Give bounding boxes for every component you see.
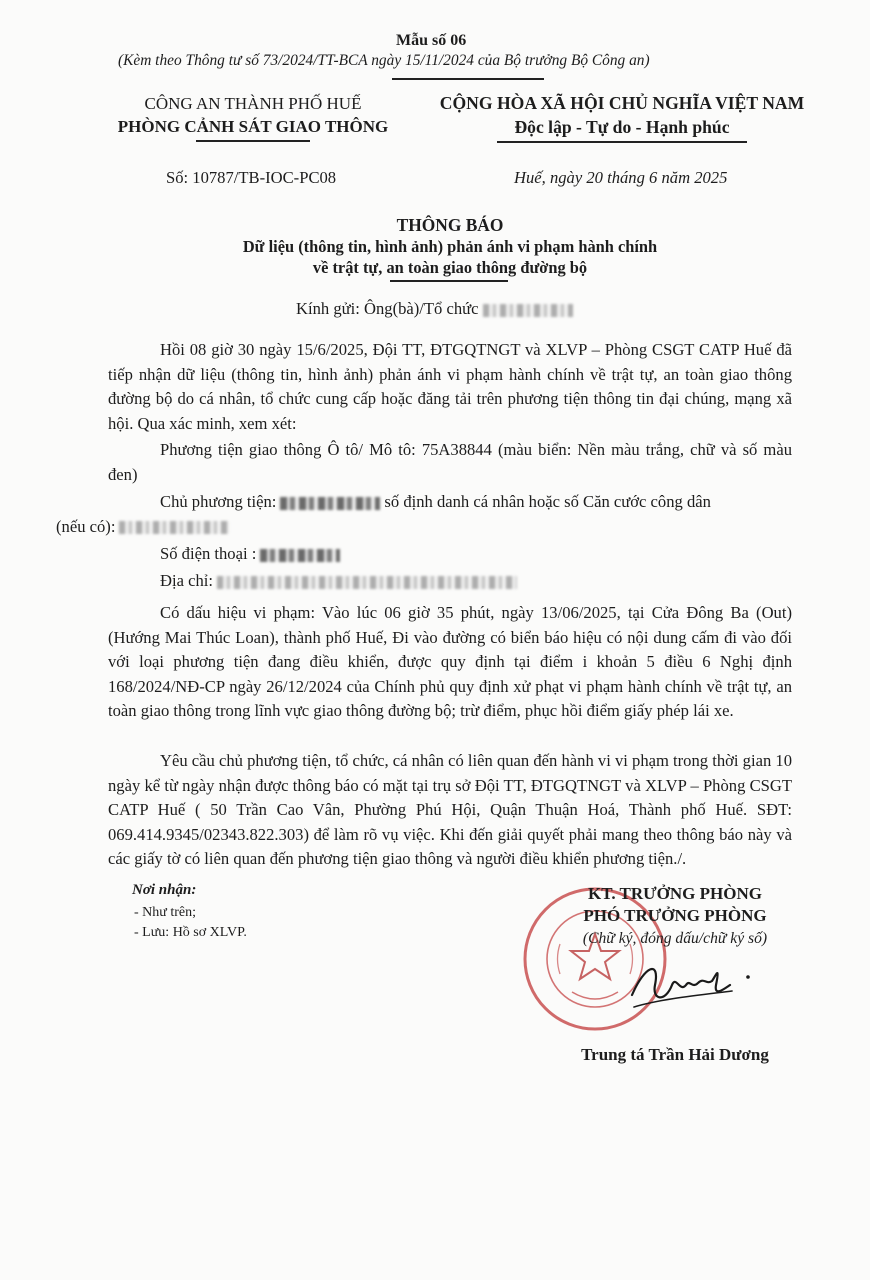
redacted-phone: [260, 549, 340, 562]
signature-note: (Chữ ký, đóng dấu/chữ ký số): [582, 930, 768, 947]
title-underline: [390, 280, 508, 282]
notice-subtitle-line2: về trật tự, an toàn giao thông đường bộ: [312, 258, 588, 277]
address-line: [160, 571, 521, 591]
form-number: Mẫu số 06: [396, 32, 467, 49]
recipient-label: Kính gửi: Ông(bà)/Tổ chức: [296, 299, 479, 318]
violation-paragraph: Có dấu hiệu vi phạm: Vào lúc 06 giờ 35 phút, ngày 13/06/2025, tại Cửa Đông Ba (Out) (Hướng Mai Thúc Loan), thành phố Huế, Đi vào đường có biển báo hiệu có nội dung cấm đi vào đối với loại phương tiện đang điều khiển, được quy định tại điểm i khoản 5 điều 6 Nghị định 168/2024/NĐ-CP ngày 26/12/2024 của Chính phủ quy định xử phạt vi phạm hành chính về trật tự, an toàn giao thông trong lĩnh vực giao thông đường bộ; trừ điểm, phục hồi điểm giấy phép lái xe.: [108, 603, 792, 720]
document-number: Số: 10787/TB-IOC-PC08: [166, 168, 337, 187]
intro-paragraph: Hồi 08 giờ 30 ngày 15/6/2025, Đội TT, ĐTGQTNGT và XLVP – Phòng CSGT CATP Huế đã tiếp nhận dữ liệu (thông tin, hình ảnh) phản ánh vi phạm hành chính về trật tự, an toàn giao thông đường bộ do cá nhân, tổ chức cung cấp hoặc đăng tải trên phương tiện thông tin đại chúng, mạng xã hội. Qua xác minh, xem xét:: [108, 340, 792, 433]
redacted-address: [217, 576, 517, 589]
signer-name: Trung tá Trần Hải Dương: [581, 1045, 769, 1064]
address-label: Địa chỉ:: [160, 571, 213, 590]
signer-role-2: PHÓ TRƯỞNG PHÒNG: [583, 906, 767, 925]
notice-subtitle-line1: Dữ liệu (thông tin, hình ảnh) phản ánh vi phạm hành chính: [242, 237, 658, 256]
agency-underline: [196, 140, 310, 142]
place-date: Huế, ngày 20 tháng 6 năm 2025: [514, 168, 728, 187]
request-paragraph: Yêu cầu chủ phương tiện, tổ chức, cá nhân có liên quan đến hành vi vi phạm trong thời gian 10 ngày kể từ ngày nhận được thông báo có mặt tại trụ sở Đội TT, ĐTGQTNGT và XLVP – Phòng CSGT CATP Huế ( 50 Trần Cao Vân, Phường Phú Hội, Quận Thuận Hoá, Thành phố Huế. SĐT: 069.414.9345/02343.822.303) để làm rõ vụ việc. Khi đến giải quyết phải mang theo thông báo này và các giấy tờ có liên quan đến phương tiện giao thông và người điều khiển phương tiện./.: [108, 751, 792, 868]
owner-paragraph: [56, 490, 792, 539]
phone-line: [160, 544, 344, 564]
nation-motto: Độc lập - Tự do - Hạnh phúc: [514, 117, 730, 137]
phone-label: Số điện thoại :: [160, 544, 257, 563]
recipient-line: [296, 299, 577, 319]
notice-title: THÔNG BÁO: [396, 215, 504, 235]
agency-parent: CÔNG AN THÀNH PHỐ HUẾ: [144, 94, 362, 113]
agency-name: PHÒNG CẢNH SÁT GIAO THÔNG: [117, 117, 389, 136]
recipients-item: - Lưu: Hồ sơ XLVP.: [134, 925, 247, 940]
form-reference: (Kèm theo Thông tư số 73/2024/TT-BCA ngày 15/11/2024 của Bộ trưởng Bộ Công an): [118, 52, 650, 69]
owner-label: Chủ phương tiện:: [160, 492, 277, 511]
redacted-owner-name: [280, 497, 380, 510]
motto-underline: [497, 141, 747, 143]
recipients-label: Nơi nhận:: [132, 882, 197, 898]
redacted-owner-id: [119, 521, 229, 534]
owner-id-label: (nếu có):: [56, 516, 116, 536]
owner-id-text: số định danh cá nhân hoặc số Căn cước công dân: [384, 492, 711, 511]
signer-role-1: KT. TRƯỞNG PHÒNG: [588, 884, 762, 903]
vehicle-paragraph: Phương tiện giao thông Ô tô/ Mô tô: 75A38844 (màu biển: Nền màu trắng, chữ và số màu đen): [108, 440, 792, 484]
redacted-recipient: [483, 304, 573, 317]
recipients-item: - Như trên;: [134, 905, 197, 920]
reference-underline: [392, 78, 544, 80]
handwritten-signature: [620, 955, 760, 1015]
nation-name: CỘNG HÒA XÃ HỘI CHỦ NGHĨA VIỆT NAM: [439, 93, 805, 113]
